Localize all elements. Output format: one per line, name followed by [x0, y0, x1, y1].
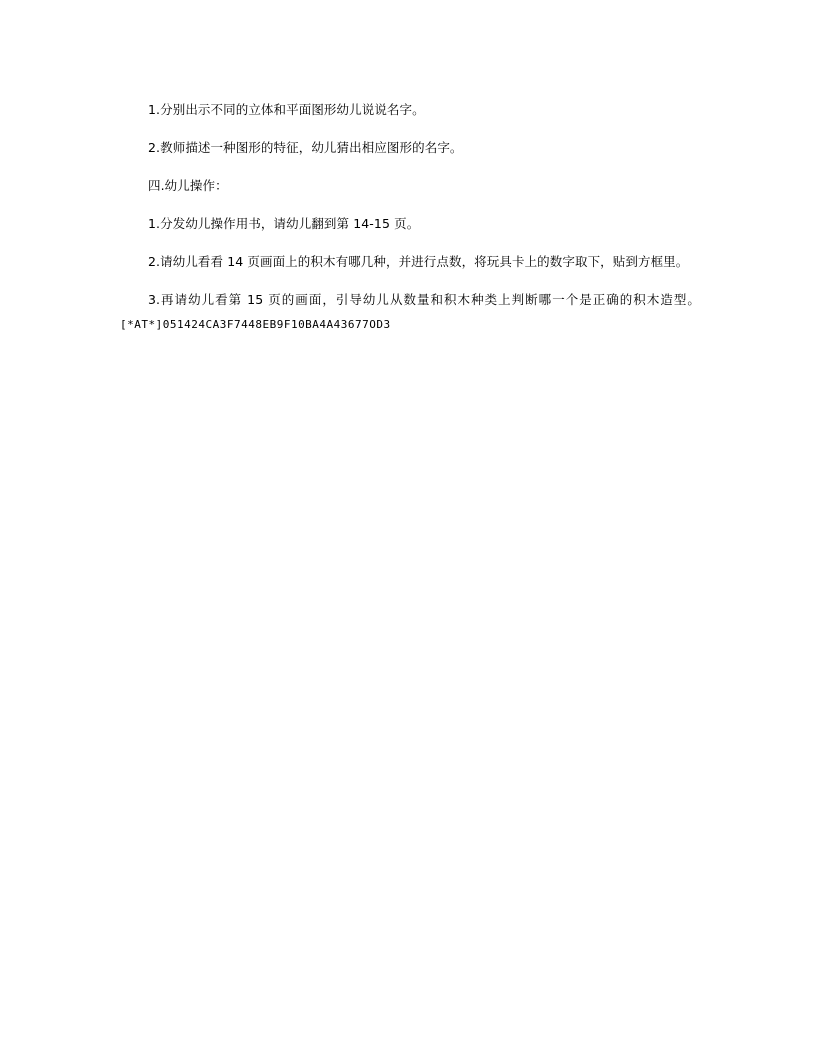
paragraph-1: 1.分别出示不同的立体和平面图形幼儿说说名字。: [148, 102, 425, 117]
paragraph-4: 2.请幼儿看看 14 页画面上的积木有哪几种，并进行点数，将玩具卡上的数字取下，贴到方框里。: [148, 254, 689, 269]
document-body: [120, 98, 700, 351]
paragraph-5: [120, 288, 700, 337]
paragraph-2: 2.教师描述一种图形的特征，幼儿猜出相应图形的名字。: [148, 140, 463, 155]
paragraph-3: 1.分发幼儿操作用书，请幼儿翻到第 14-15 页。: [148, 216, 420, 231]
paragraph-5-text: 3.再请幼儿看第 15 页的画面，引导幼儿从数量和积木种类上判断哪一个是正确的积木造型。: [148, 292, 700, 307]
section-heading: 四.幼儿操作：: [148, 178, 228, 193]
document-code: [*AT*]051424CA3F7448EB9F10BA4A43677OD3: [120, 318, 391, 331]
